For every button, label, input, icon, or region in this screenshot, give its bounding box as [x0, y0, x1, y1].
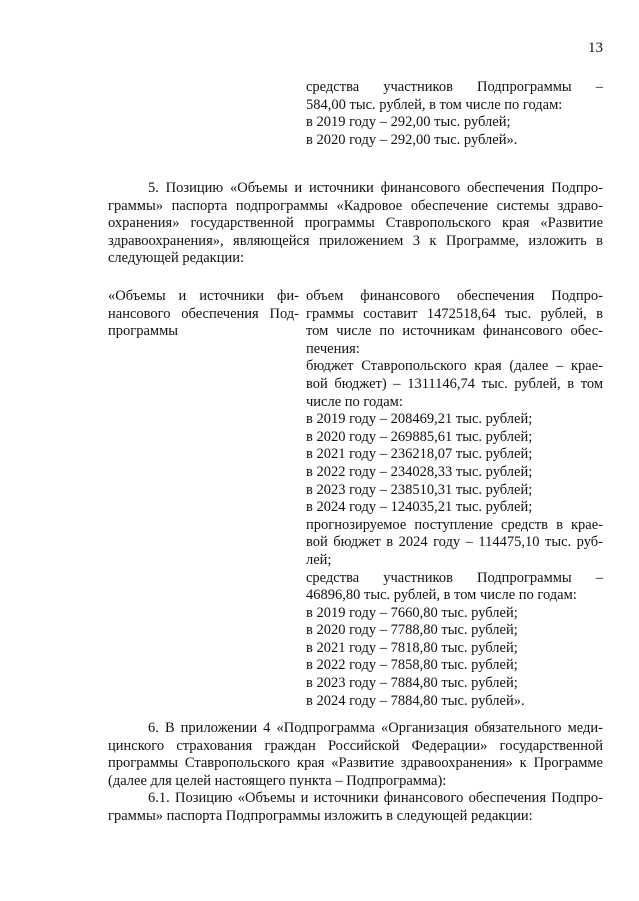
text-line: числе по годам:	[306, 393, 403, 410]
page-number: 13	[588, 40, 603, 56]
text-line: средства участников Подпрограммы –	[306, 569, 603, 586]
text-line: объем финансового обеспечения Подпро-	[306, 288, 603, 304]
text-line: том числе по источникам финансового обес-	[306, 323, 603, 340]
text-line: в 2021 году – 7818,80 тыс. рублей;	[306, 639, 518, 656]
paragraph-6	[108, 720, 603, 790]
text-line: прогнозируемое поступление средств в крае-	[306, 516, 603, 533]
text-line: в 2020 году – 7788,80 тыс. рублей;	[306, 622, 518, 639]
text-line: (далее для целей настоящего пункта – Подпрограмма):	[108, 772, 447, 789]
text-line: печения:	[306, 340, 360, 357]
text-line: в 2019 году – 7660,80 тыс. рублей;	[306, 604, 518, 621]
text-line: 6.1. Позицию «Объемы и источники финансового обеспечения Подпро-	[148, 790, 603, 806]
text-line: охранения» государственной программы Ставропольского края «Развитие	[108, 215, 603, 232]
text-line: 6. В приложении 4 «Подпрограмма «Организация обязательного меди-	[148, 720, 603, 736]
table-right-cell	[306, 288, 603, 710]
text-line: цинского страхования граждан Российской Федерации» государственной	[108, 737, 603, 754]
text-line: в 2023 году – 238510,31 тыс. рублей;	[306, 481, 533, 498]
text-line: в 2019 году – 292,00 тыс. рублей;	[306, 114, 511, 131]
text-line: граммы» паспорта Подпрограммы изложить в следующей редакции:	[108, 807, 533, 824]
paragraph-5	[108, 180, 603, 268]
text-line: 584,00 тыс. рублей, в том числе по годам:	[306, 96, 563, 113]
text-line: в 2022 году – 7858,80 тыс. рублей;	[306, 657, 518, 674]
text-line: в 2020 году – 292,00 тыс. рублей».	[306, 131, 518, 148]
text-line: вой бюджет) – 1311146,74 тыс. рублей, в том	[306, 375, 603, 392]
text-line: в 2023 году – 7884,80 тыс. рублей;	[306, 675, 518, 692]
text-line: здравоохранения», являющейся приложением 3 к Программе, изложить в	[108, 232, 603, 249]
text-line: в 2020 году – 269885,61 тыс. рублей;	[306, 428, 533, 445]
text-line: граммы составит 1472518,64 тыс. рублей, в	[306, 305, 603, 322]
text-line: программы Ставропольского края «Развитие здравоохранения» к Программе	[108, 755, 603, 772]
text-line: в 2024 году – 7884,80 тыс. рублей».	[306, 692, 525, 709]
text-line: граммы» паспорта подпрограммы «Кадровое обеспечение системы здраво-	[108, 197, 603, 214]
text-line: 46896,80 тыс. рублей, в том числе по годам:	[306, 587, 577, 604]
continued-funding-block	[306, 79, 603, 149]
text-line: нансового обеспечения Под-	[108, 305, 299, 322]
text-line: бюджет Ставропольского края (далее – крае-	[306, 358, 603, 375]
text-line: средства участников Подпрограммы –	[306, 79, 603, 95]
table-left-cell	[108, 288, 299, 341]
text-line: 5. Позицию «Объемы и источники финансового обеспечения Подпро-	[148, 180, 603, 196]
text-line: следующей редакции:	[108, 250, 245, 267]
text-line: в 2019 году – 208469,21 тыс. рублей;	[306, 411, 533, 428]
text-line: в 2024 году – 124035,21 тыс. рублей;	[306, 499, 533, 516]
text-line: лей;	[306, 551, 332, 568]
text-line: в 2021 году – 236218,07 тыс. рублей;	[306, 446, 533, 463]
text-line: вой бюджет в 2024 году – 114475,10 тыс. руб-	[306, 534, 603, 551]
text-line: «Объемы и источники фи-	[108, 288, 299, 304]
text-line: программы	[108, 323, 178, 340]
paragraph-6-1	[108, 790, 603, 825]
text-line: в 2022 году – 234028,33 тыс. рублей;	[306, 463, 533, 480]
